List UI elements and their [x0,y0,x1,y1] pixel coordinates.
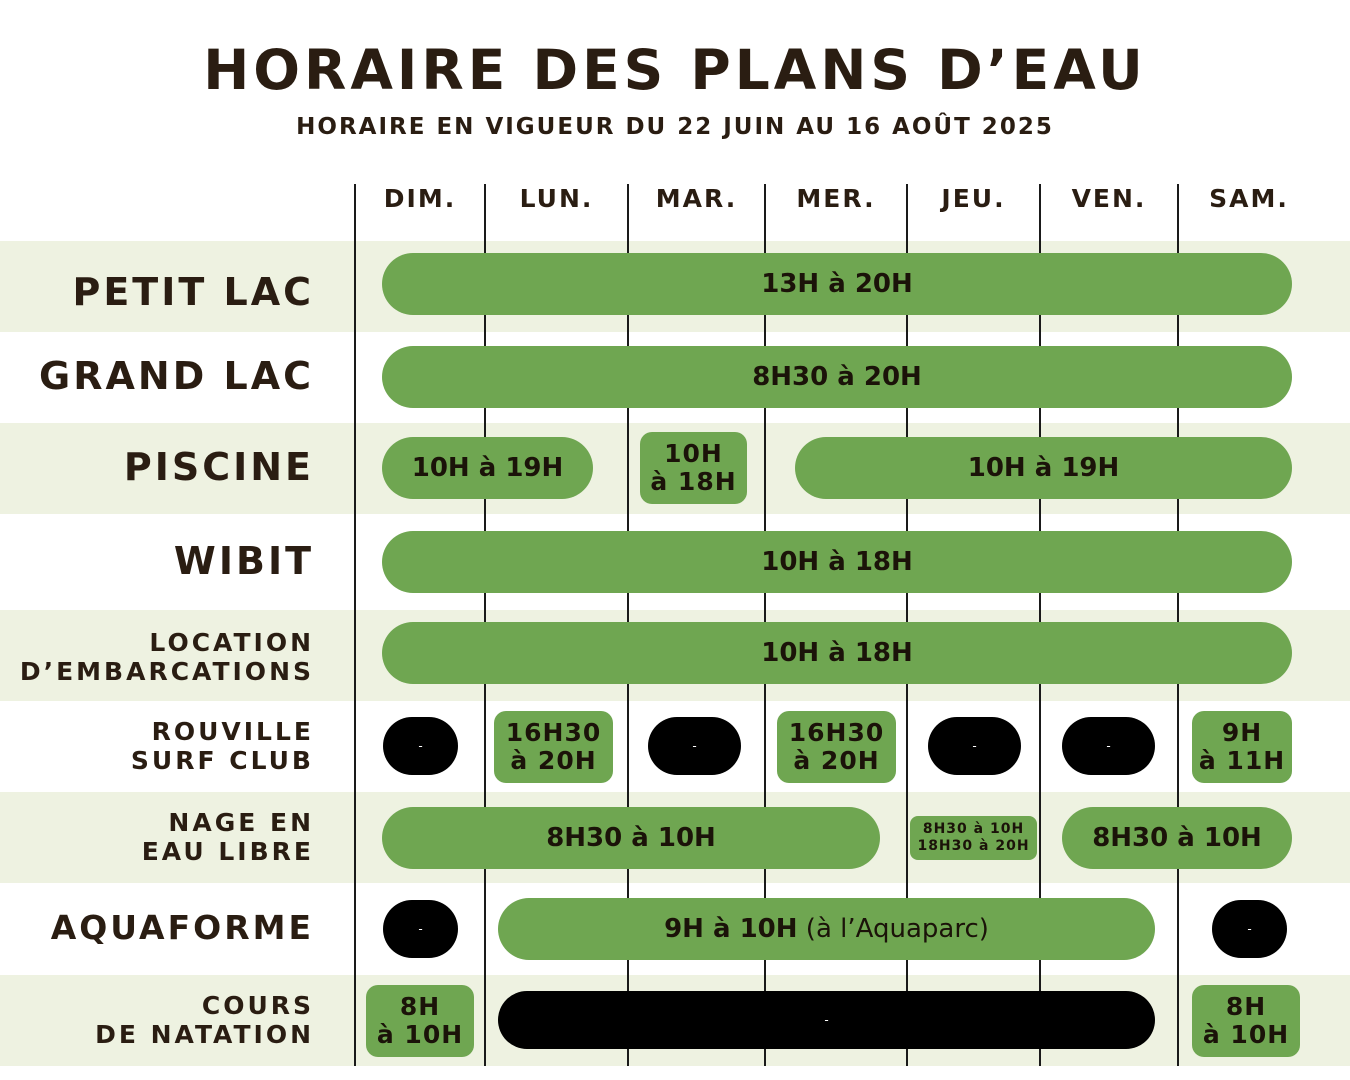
day-header-lun: LUN. [519,184,594,213]
hours-pill-grand-lac [382,346,1292,408]
hours-pill-nage-jeu [910,816,1037,860]
row-label-wibit: WIBIT [173,539,314,583]
row-label-piscine: PISCINE [123,445,314,489]
closed-text: - [1247,922,1252,936]
page-title: HORAIRE DES PLANS D’EAU [203,38,1147,102]
closed-pill-aquaforme-sam [1212,900,1287,958]
hours-text: 9H à 10H [664,914,798,944]
hours-text-line1: 16H30 [505,718,602,747]
hours-pill-rouville-mer [777,711,896,783]
hours-text-line1: 8H [1225,992,1267,1021]
hours-pill-nage-ven-sam [1062,807,1292,869]
hours-pill-piscine-dim-lun [382,437,593,499]
day-header-ven: VEN. [1071,184,1147,213]
closed-text: - [972,739,977,753]
hours-text: 8H30 à 10H [546,823,716,853]
hours-text: 10H à 19H [411,453,564,483]
row-label-cours [0,991,314,1049]
hours-text-line2: à 20H [793,746,880,775]
closed-text: - [692,739,697,753]
row-label-line1: COURS [201,991,314,1020]
row-label-rouville [0,717,314,775]
closed-pill-rouville-jeu [928,717,1021,775]
day-header-mar: MAR. [655,184,738,213]
hours-text-line2: à 10H [1202,1020,1290,1049]
row-label-line1: LOCATION [149,628,314,657]
hours-text: 10H à 18H [761,547,913,577]
row-label-line1: ROUVILLE [151,717,314,746]
hours-text-line1: 10H [664,439,723,468]
hours-pill-rouville-lun [494,711,613,783]
row-label-line2: EAU LIBRE [141,837,314,866]
closed-pill-rouville-dim [383,717,458,775]
day-header-jeu: JEU. [941,184,1006,213]
hours-pill-cours-sam [1192,985,1300,1057]
hours-text: 10H à 19H [967,453,1120,483]
hours-pill-piscine-mer-sam [795,437,1292,499]
hours-pill-nage-dim-mer [382,807,880,869]
hours-text-line2: à 10H [376,1020,464,1049]
day-header-mer: MER. [796,184,876,213]
hours-pill-aquaforme-lun-ven [498,898,1155,960]
closed-text: - [1106,739,1111,753]
day-header-dim: DIM. [383,184,457,213]
day-header-sam: SAM. [1209,184,1289,213]
hours-pill-location [382,622,1292,684]
hours-text-line2: 18H30 à 20H [917,838,1030,854]
row-label-line1: NAGE EN [168,808,314,837]
closed-text: - [418,922,423,936]
hours-text-line1: 8H30 à 10H [922,821,1025,837]
hours-pill-petit-lac [382,253,1292,315]
hours-pill-wibit [382,531,1292,593]
closed-pill-rouville-ven [1062,717,1155,775]
row-label-petit-lac: PETIT LAC [72,270,314,314]
hours-text-line2: à 20H [510,746,597,775]
closed-pill-rouville-mar [648,717,741,775]
hours-pill-rouville-sam [1192,711,1292,783]
hours-text: 13H à 20H [761,269,913,299]
hours-text: 8H30 à 10H [1092,823,1262,853]
closed-text: - [418,739,423,753]
row-label-aquaforme: AQUAFORME [50,908,314,947]
closed-pill-cours-lun-ven [498,991,1155,1049]
row-label-line2: D’EMBARCATIONS [19,657,314,686]
hours-text: 8H30 à 20H [752,362,922,392]
row-label-nage [0,808,314,866]
closed-text: - [824,1013,829,1027]
hours-text-line1: 9H [1221,718,1263,747]
hours-text-line1: 8H [399,992,441,1021]
hours-text-line1: 16H30 [788,718,885,747]
row-label-location [0,628,314,686]
row-label-line2: SURF CLUB [130,746,314,775]
row-label-line2: DE NATATION [95,1020,314,1049]
hours-pill-cours-dim [366,985,474,1057]
page-subtitle: HORAIRE EN VIGUEUR DU 22 JUIN AU 16 AOÛT 2025 [296,114,1054,140]
location-note: (à l’Aquaparc) [797,914,989,944]
hours-text-line2: à 11H [1198,746,1286,775]
hours-text: 10H à 18H [761,638,913,668]
closed-pill-aquaforme-dim [383,900,458,958]
row-label-grand-lac: GRAND LAC [39,354,314,398]
hours-text-line2: à 18H [650,467,737,496]
hours-pill-piscine-mar [640,432,747,504]
column-divider [354,184,356,1066]
